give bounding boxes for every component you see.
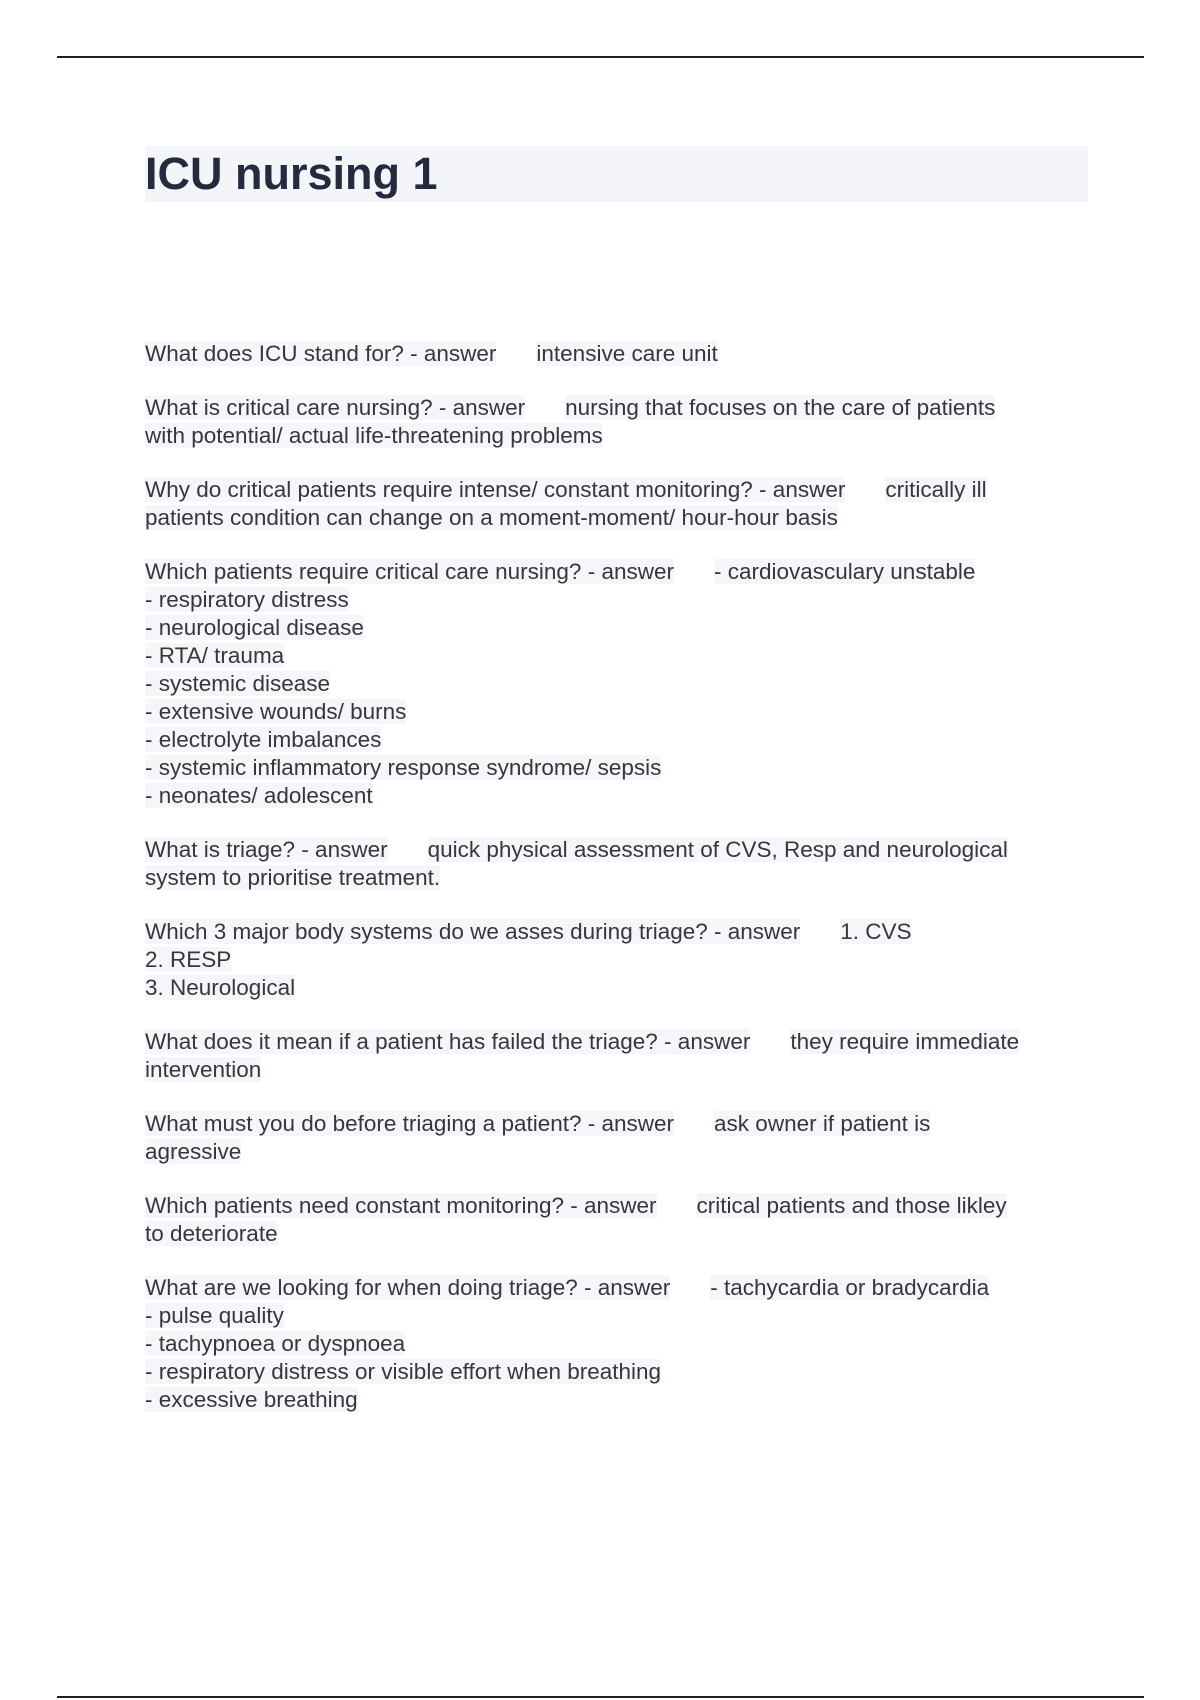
qa-first-line [145,836,1090,864]
answer-line-text: agressive [145,1139,242,1164]
qa-first-line [145,1028,1090,1056]
answer-line-text: - respiratory distress [145,587,349,612]
answer-line [145,1056,1090,1084]
answer-line [145,1330,1090,1358]
answer-line [145,698,1090,726]
answer-text: they require immediate [790,1029,1020,1054]
answer-line-text: patients condition can change on a moment-moment/ hour-hour basis [145,505,838,530]
answer-line [145,946,1090,974]
question-text: Which patients require critical care nursing? - answer [145,559,674,584]
qa-item [145,476,1090,532]
answer-line [145,614,1090,642]
qa-first-line [145,918,1090,946]
answer-line [145,1358,1090,1386]
qa-item [145,1192,1090,1248]
qa-first-line [145,476,1090,504]
answer-line [145,864,1090,892]
qa-item [145,340,1090,368]
answer-text: quick physical assessment of CVS, Resp and neurological [427,837,1008,862]
answer-line [145,642,1090,670]
qa-item [145,918,1090,1002]
answer-text: nursing that focuses on the care of patients [565,395,996,420]
answer-text: intensive care unit [536,341,718,366]
top-rule [57,56,1144,58]
answer-line-text: system to prioritise treatment. [145,865,441,890]
answer-line-text: - extensive wounds/ burns [145,699,407,724]
answer-line-text: - neonates/ adolescent [145,783,373,808]
qa-item [145,1274,1090,1414]
question-text: Which 3 major body systems do we asses during triage? - answer [145,919,801,944]
answer-line-text: - neurological disease [145,615,364,640]
answer-line-text: - excessive breathing [145,1387,358,1412]
bottom-rule [57,1696,1144,1698]
question-text: What is triage? - answer [145,837,388,862]
qa-item [145,558,1090,810]
question-text: What must you do before triaging a patient? - answer [145,1111,675,1136]
qa-first-line [145,340,1090,368]
question-text: What does it mean if a patient has failed the triage? - answer [145,1029,751,1054]
answer-line [145,1302,1090,1330]
page-title: ICU nursing 1 [145,148,438,199]
question-text: What are we looking for when doing triage? - answer [145,1275,671,1300]
answer-text: - tachycardia or bradycardia [710,1275,990,1300]
answer-line-text: - tachypnoea or dyspnoea [145,1331,406,1356]
answer-text: 1. CVS [840,919,912,944]
qa-first-line [145,1274,1090,1302]
qa-item [145,836,1090,892]
question-text: Which patients need constant monitoring? - answer [145,1193,657,1218]
answer-text: ask owner if patient is [714,1111,931,1136]
qa-first-line [145,1192,1090,1220]
answer-text: critically ill [885,477,987,502]
qa-list [145,340,1090,1440]
answer-text: critical patients and those likley [696,1193,1007,1218]
answer-line-text: with potential/ actual life-threatening problems [145,423,603,448]
answer-line [145,782,1090,810]
answer-line [145,1386,1090,1414]
answer-text: - cardiovasculary unstable [713,559,976,584]
answer-line-text: intervention [145,1057,262,1082]
question-text: What is critical care nursing? - answer [145,395,526,420]
answer-line-text: 2. RESP [145,947,232,972]
answer-line [145,726,1090,754]
question-text: What does ICU stand for? - answer [145,341,497,366]
answer-line-text: - electrolyte imbalances [145,727,382,752]
qa-first-line [145,1110,1090,1138]
qa-item [145,1110,1090,1166]
answer-line-text: - RTA/ trauma [145,643,285,668]
answer-line [145,974,1090,1002]
answer-line [145,586,1090,614]
answer-line-text: to deteriorate [145,1221,278,1246]
answer-line-text: - systemic inflammatory response syndrome/ sepsis [145,755,662,780]
answer-line [145,1220,1090,1248]
answer-line [145,1138,1090,1166]
qa-first-line [145,394,1090,422]
answer-line [145,504,1090,532]
answer-line-text: - pulse quality [145,1303,284,1328]
qa-item [145,1028,1090,1084]
answer-line [145,754,1090,782]
answer-line-text: 3. Neurological [145,975,296,1000]
qa-item [145,394,1090,450]
answer-line [145,422,1090,450]
qa-first-line [145,558,1090,586]
answer-line-text: - respiratory distress or visible effort when breathing [145,1359,662,1384]
answer-line-text: - systemic disease [145,671,331,696]
answer-line [145,670,1090,698]
question-text: Why do critical patients require intense/ constant monitoring? - answer [145,477,846,502]
